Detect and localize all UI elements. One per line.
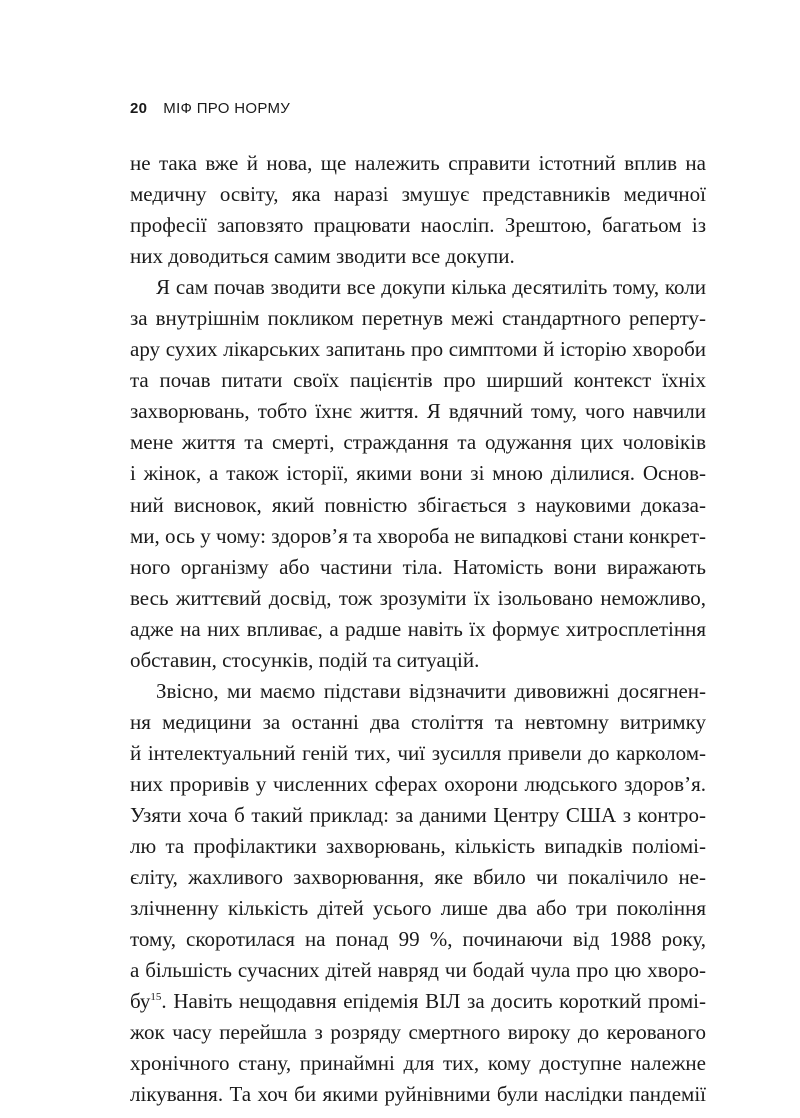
- text-line: а більшість сучасних дітей навряд чи бодай чула про цю хворо-: [130, 958, 706, 983]
- text-line: медичну освіту, яка наразі змушує представників медичної: [130, 182, 706, 207]
- text-line: весь життєвий досвід, тож зрозуміти їх ізольовано неможливо,: [130, 585, 706, 610]
- text-line: них проривів у численних сферах охорони людського здоров’я.: [130, 771, 706, 796]
- text-line: Звісно, ми маємо підстави відзначити дивовижні досягнен-: [156, 678, 706, 703]
- text-line: й інтелектуальний геній тих, чиї зусилля привели до карколом-: [130, 740, 706, 765]
- text-line: не така вже й нова, ще належить справити істотний вплив на: [130, 151, 706, 175]
- text-line: тому, скоротилася на понад 99 %, починаючи від 1988 року,: [130, 927, 706, 952]
- text-line: ний висновок, який повністю збігається з науковими доказа-: [130, 492, 706, 517]
- text-line: Узяти хоча б такий приклад: за даними Центру США з контро-: [130, 802, 706, 827]
- running-head: [130, 100, 290, 117]
- text-line: ного організму або частини тіла. Натомість вони виражають: [130, 554, 706, 579]
- text-line: адже на них впливає, а радше навіть їх формує хитросплетіння: [130, 616, 706, 641]
- text-line: захворювань, тобто їхнє життя. Я вдячний тому, чого навчили: [130, 399, 706, 424]
- footnote-reference[interactable]: 15: [150, 991, 162, 1004]
- text-line: професії заповзято працювати наосліп. Зрештою, багатьом із: [130, 213, 706, 238]
- book-title: МІФ ПРО НОРМУ: [163, 100, 291, 117]
- text-line: і жінок, а також історії, якими вони зі мною ділилися. Основ-: [130, 461, 706, 486]
- text-line: Я сам почав зводити все докупи кілька десятиліть тому, коли: [156, 275, 706, 300]
- text-fragment: . Навіть нещодавня епідемія ВІЛ за досить короткий промі-: [161, 989, 706, 1014]
- text-line: хронічного стану, принаймні для тих, кому доступне належне: [130, 1051, 706, 1076]
- text-fragment: бу: [130, 989, 151, 1014]
- page-number: 20: [130, 100, 148, 117]
- text-line: та почав питати своїх пацієнтів про ширший контекст їхніх: [130, 368, 706, 393]
- text-line: лікування. Та хоч би якими руйнівними були наслідки пандемії: [130, 1082, 706, 1107]
- text-line: обставин, стосунків, подій та ситуацій.: [130, 647, 480, 672]
- text-line-split: ару сухих лікарських запитань про симптоми й історію хвороби: [130, 337, 706, 362]
- text-line-split: за внутрішнім покликом перетнув межі стандартного реперту-: [130, 306, 706, 331]
- text-line: злічненну кількість дітей усього лише два або три покоління: [130, 896, 706, 921]
- text-line: них доводиться самим зводити все докупи.: [130, 244, 515, 269]
- body-text: [130, 148, 706, 1110]
- text-line-with-footnote: [130, 986, 706, 1017]
- text-line: єліту, жахливого захворювання, яке вбило чи покалічило не-: [130, 865, 706, 890]
- text-line: лю та профілактики захворювань, кількість випадків поліомі-: [130, 834, 706, 859]
- text-line: ми, ось у чому: здоров’я та хвороба не випадкові стани конкрет-: [130, 523, 706, 548]
- text-line: ня медицини за останні два століття та невтомну витримку: [130, 709, 706, 734]
- text-line: мене життя та смерті, страждання та одужання цих чоловіків: [130, 430, 706, 455]
- text-line: жок часу перейшла з розряду смертного вироку до керованого: [130, 1020, 706, 1045]
